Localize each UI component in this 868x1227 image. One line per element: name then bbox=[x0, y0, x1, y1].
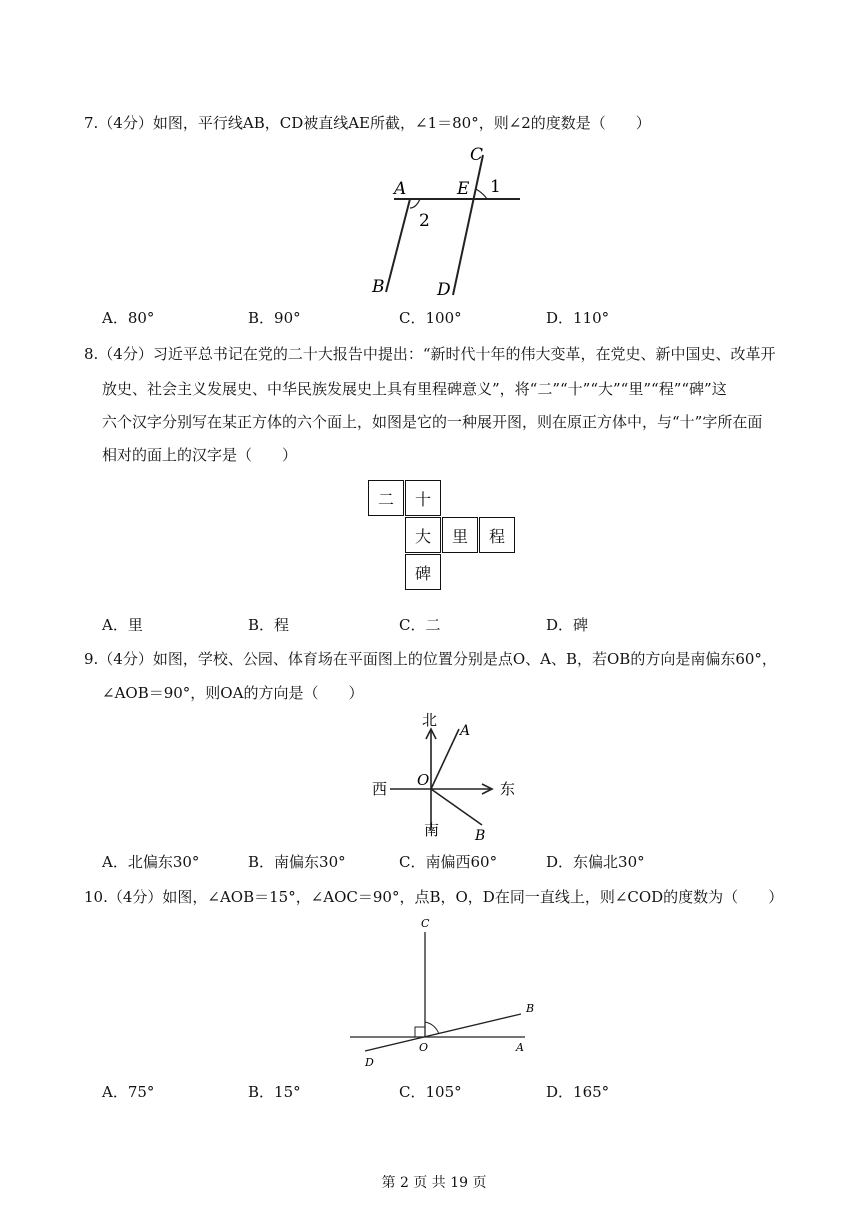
q8-stem-line-3: 六个汉字分别写在某正方体的六个面上，如图是它的一种展开图，则在原正方体中，与“十”字所在面 bbox=[102, 413, 763, 431]
q8-choice-d: D．碑 bbox=[546, 616, 589, 634]
q10-choice-b: B．15° bbox=[248, 1083, 301, 1101]
q9-stem-line-2: ∠AOB＝90°，则OA的方向是（ ） bbox=[102, 684, 364, 702]
cube-net bbox=[368, 480, 520, 594]
q9-choice-c: C．南偏西60° bbox=[399, 853, 498, 871]
q10-choices bbox=[102, 1081, 802, 1101]
net-cell-bei: 碑 bbox=[405, 554, 441, 590]
q10-figure bbox=[345, 912, 545, 1072]
q8-stem-line-1: 8.（4分）习近平总书记在党的二十大报告中提出：“新时代十年的伟大变革，在党史、新中国史、改革开 bbox=[84, 345, 776, 363]
q10-label-D: D bbox=[365, 1056, 374, 1069]
q9-label-B: B bbox=[475, 828, 486, 844]
q7-label-C: C bbox=[470, 145, 484, 165]
q8-choices bbox=[102, 614, 802, 634]
q10-stem: 10.（4分）如图，∠AOB＝15°，∠AOC＝90°，点B，O，D在同一直线上，则∠COD的度数为（ ） bbox=[84, 888, 784, 906]
q8-choice-b: B．程 bbox=[248, 616, 290, 634]
q9-choice-b: B．南偏东30° bbox=[248, 853, 346, 871]
q7-choice-b: B．90° bbox=[248, 309, 301, 327]
q8-stem-line-2: 放史、社会主义发展史、中华民族发展史上具有里程碑意义”，将“二”“十”“大”“里”“程”“碑”这 bbox=[102, 380, 727, 398]
net-cell-da: 大 bbox=[405, 517, 441, 553]
q7-figure bbox=[350, 140, 540, 300]
page-footer: 第 2 页 共 19 页 bbox=[381, 1175, 487, 1191]
net-cell-shi: 十 bbox=[405, 480, 441, 516]
q7-label-D: D bbox=[437, 280, 451, 300]
q9-label-south: 南 bbox=[424, 821, 440, 839]
q10-label-B: B bbox=[526, 1002, 535, 1015]
q8-choice-c: C．二 bbox=[399, 616, 441, 634]
q9-label-east: 东 bbox=[500, 780, 516, 798]
q7-label-E: E bbox=[457, 179, 470, 199]
q7-stem: 7.（4分）如图，平行线AB，CD被直线AE所截，∠1＝80°，则∠2的度数是（ ） bbox=[84, 114, 651, 132]
q7-label-1: 1 bbox=[490, 177, 501, 197]
q9-choices bbox=[102, 851, 802, 871]
q8-choice-a: A．里 bbox=[102, 616, 143, 634]
q10-label-A: A bbox=[516, 1041, 524, 1054]
q7-label-A: A bbox=[394, 179, 407, 199]
net-cell-cheng: 程 bbox=[479, 517, 515, 553]
q7-choice-c: C．100° bbox=[399, 309, 462, 327]
q9-choice-a: A．北偏东30° bbox=[102, 853, 200, 871]
q7-label-B: B bbox=[372, 277, 385, 297]
q7-choices bbox=[102, 307, 802, 327]
q9-stem-line-1: 9.（4分）如图，学校、公园、体育场在平面图上的位置分别是点O、A、B，若OB的方向是南偏东60°， bbox=[84, 650, 777, 668]
q10-choice-c: C．105° bbox=[399, 1083, 462, 1101]
q7-choice-d: D．110° bbox=[546, 309, 610, 327]
q7-choice-a: A．80° bbox=[102, 309, 155, 327]
q8-stem-line-4: 相对的面上的汉字是（ ） bbox=[102, 446, 298, 464]
q10-label-C: C bbox=[421, 917, 430, 930]
q7-label-2: 2 bbox=[419, 211, 430, 231]
q9-label-O: O bbox=[417, 771, 430, 789]
q10-choice-d: D．165° bbox=[546, 1083, 610, 1101]
q10-choice-a: A．75° bbox=[102, 1083, 155, 1101]
q9-label-A: A bbox=[460, 723, 471, 739]
net-cell-er: 二 bbox=[368, 480, 404, 516]
q9-choice-d: D．东偏北30° bbox=[546, 853, 645, 871]
net-cell-li: 里 bbox=[442, 517, 478, 553]
q9-label-north: 北 bbox=[422, 711, 438, 729]
q10-label-O: O bbox=[419, 1041, 429, 1054]
q9-label-west: 西 bbox=[372, 780, 388, 798]
q9-figure bbox=[360, 708, 530, 848]
